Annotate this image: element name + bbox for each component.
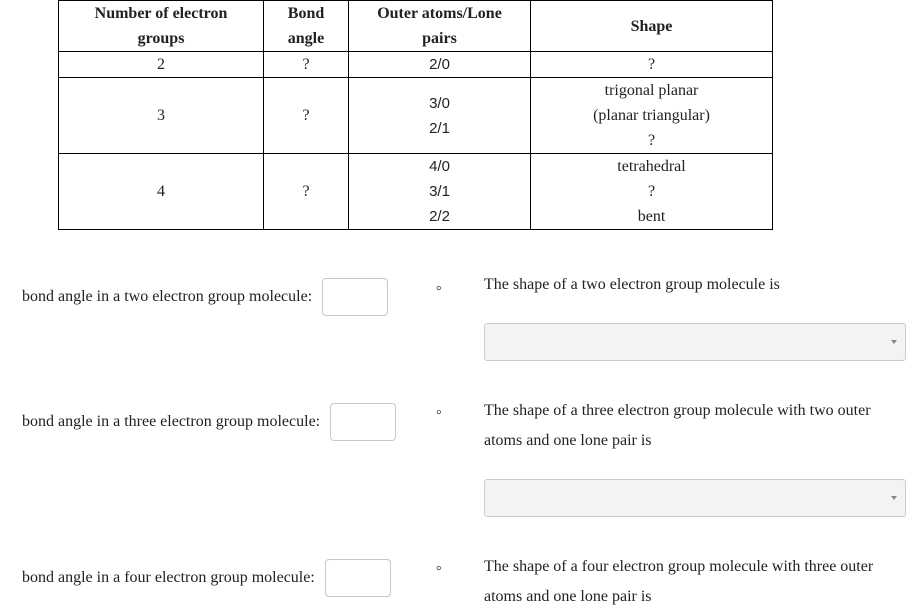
cell-line: 3/1 [429, 183, 450, 200]
cell-angle: ? [264, 78, 349, 154]
degree-sign: ° [436, 408, 442, 423]
shape-prompt-two-groups: The shape of a two electron group molecule is [484, 276, 780, 293]
header-text: Outer atoms/Lone [377, 5, 502, 22]
cell-line: 2/2 [429, 208, 450, 225]
cell-line: tetrahedral [617, 158, 686, 175]
cell-line: 4/0 [429, 158, 450, 175]
cell-angle: ? [264, 154, 349, 230]
angle-question-three-groups [22, 401, 396, 443]
header-outer-atoms-lone-pairs [349, 1, 531, 52]
chevron-down-icon [891, 340, 897, 344]
cell-line: 2/1 [429, 119, 450, 137]
header-text: Number of electron [94, 5, 228, 22]
shape-select-three-groups[interactable] [484, 479, 906, 517]
cell-angle: ? [264, 52, 349, 78]
table-row [59, 78, 773, 154]
angle-label-four-groups: bond angle in a four electron group molecule: [22, 569, 315, 586]
cell-line: ? [647, 183, 656, 200]
cell-groups: 2 [59, 52, 264, 78]
shape-prompt-four-groups: The shape of a four electron group molecule with three outer atoms and one lone pair is [484, 558, 874, 605]
angle-input-three-groups[interactable] [330, 403, 396, 441]
cell-line: (planar triangular) [593, 107, 710, 124]
header-text: pairs [422, 30, 457, 47]
header-shape [531, 1, 773, 52]
table-header-row [59, 1, 773, 52]
header-bond-angle [264, 1, 349, 52]
angle-label-three-groups: bond angle in a three electron group molecule: [22, 413, 321, 430]
degree-sign: ° [436, 564, 442, 579]
degree-sign: ° [436, 284, 442, 299]
header-text: groups [137, 30, 185, 47]
cell-atoms: 2/0 [349, 52, 531, 78]
cell-shape: ? [531, 52, 773, 78]
cell-line: ? [647, 132, 656, 149]
cell-shape [531, 78, 773, 154]
table-row [59, 154, 773, 230]
angle-input-two-groups[interactable] [322, 278, 388, 316]
shape-prompt-three-groups: The shape of a three electron group molecule with two outer atoms and one lone pair is [484, 402, 871, 449]
angle-input-four-groups[interactable] [325, 559, 391, 597]
table-row [59, 52, 773, 78]
cell-groups: 4 [59, 154, 264, 230]
header-text: Bond [287, 5, 325, 22]
angle-label-two-groups: bond angle in a two electron group molecule: [22, 288, 313, 305]
header-text: angle [287, 30, 325, 47]
angle-question-two-groups [22, 276, 388, 318]
cell-groups: 3 [59, 78, 264, 154]
cell-line: 3/0 [429, 94, 450, 112]
cell-line: bent [637, 208, 666, 225]
chevron-down-icon [891, 496, 897, 500]
cell-line: trigonal planar [604, 82, 699, 99]
header-text: Shape [630, 17, 673, 35]
cell-atoms [349, 78, 531, 154]
cell-atoms [349, 154, 531, 230]
cell-shape [531, 154, 773, 230]
shape-select-two-groups[interactable] [484, 323, 906, 361]
vsepr-table [58, 0, 773, 230]
header-electron-groups [59, 1, 264, 52]
angle-question-four-groups [22, 557, 391, 599]
